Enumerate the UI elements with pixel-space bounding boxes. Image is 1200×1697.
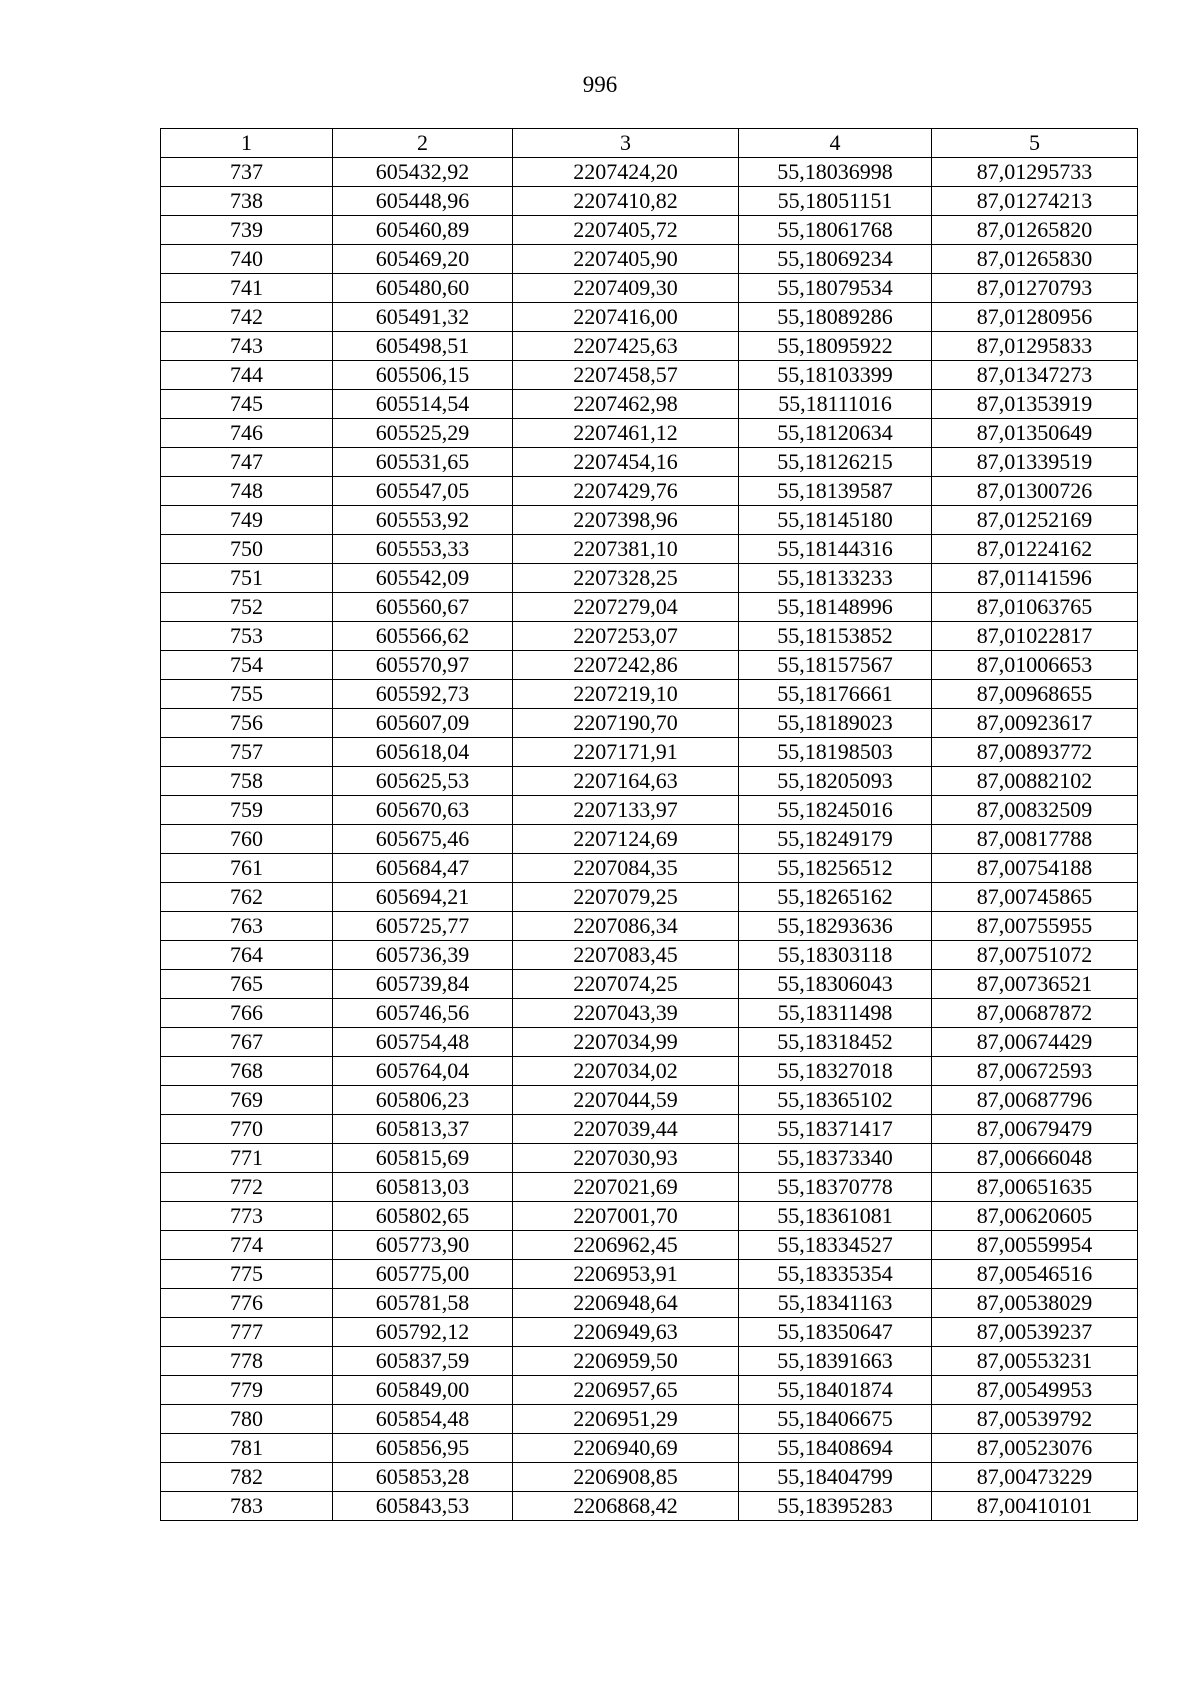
coord-x-cell: 605813,37 <box>333 1115 513 1144</box>
coord-y-cell: 2207405,72 <box>513 216 739 245</box>
point-number-cell: 781 <box>161 1434 333 1463</box>
latitude-cell: 55,18133233 <box>739 564 932 593</box>
longitude-cell: 87,01347273 <box>932 361 1138 390</box>
latitude-cell: 55,18334527 <box>739 1231 932 1260</box>
table-row <box>161 1318 1138 1347</box>
point-number-cell: 772 <box>161 1173 333 1202</box>
table-row <box>161 912 1138 941</box>
coord-y-cell: 2206959,50 <box>513 1347 739 1376</box>
latitude-cell: 55,18341163 <box>739 1289 932 1318</box>
point-number-cell: 765 <box>161 970 333 999</box>
coord-x-cell: 605480,60 <box>333 274 513 303</box>
longitude-cell: 87,00410101 <box>932 1492 1138 1521</box>
table-row <box>161 187 1138 216</box>
longitude-cell: 87,01350649 <box>932 419 1138 448</box>
coord-y-cell: 2206962,45 <box>513 1231 739 1260</box>
coord-x-cell: 605781,58 <box>333 1289 513 1318</box>
longitude-cell: 87,00672593 <box>932 1057 1138 1086</box>
coord-y-cell: 2207001,70 <box>513 1202 739 1231</box>
coord-y-cell: 2206868,42 <box>513 1492 739 1521</box>
coord-x-cell: 605806,23 <box>333 1086 513 1115</box>
coord-y-cell: 2207079,25 <box>513 883 739 912</box>
latitude-cell: 55,18153852 <box>739 622 932 651</box>
longitude-cell: 87,00539237 <box>932 1318 1138 1347</box>
coord-y-cell: 2207021,69 <box>513 1173 739 1202</box>
coord-x-cell: 605525,29 <box>333 419 513 448</box>
coord-x-cell: 605547,05 <box>333 477 513 506</box>
table-row <box>161 477 1138 506</box>
coord-y-cell: 2207242,86 <box>513 651 739 680</box>
longitude-cell: 87,01006653 <box>932 651 1138 680</box>
column-header-4: 4 <box>739 129 932 158</box>
latitude-cell: 55,18303118 <box>739 941 932 970</box>
coord-y-cell: 2207279,04 <box>513 593 739 622</box>
table-row <box>161 999 1138 1028</box>
latitude-cell: 55,18265162 <box>739 883 932 912</box>
point-number-cell: 777 <box>161 1318 333 1347</box>
table-row <box>161 361 1138 390</box>
coord-x-cell: 605448,96 <box>333 187 513 216</box>
point-number-cell: 776 <box>161 1289 333 1318</box>
latitude-cell: 55,18335354 <box>739 1260 932 1289</box>
latitude-cell: 55,18089286 <box>739 303 932 332</box>
coord-y-cell: 2207034,02 <box>513 1057 739 1086</box>
longitude-cell: 87,00832509 <box>932 796 1138 825</box>
coord-y-cell: 2207164,63 <box>513 767 739 796</box>
column-header-5: 5 <box>932 129 1138 158</box>
latitude-cell: 55,18370778 <box>739 1173 932 1202</box>
coord-x-cell: 605694,21 <box>333 883 513 912</box>
coord-x-cell: 605498,51 <box>333 332 513 361</box>
coord-x-cell: 605432,92 <box>333 158 513 187</box>
latitude-cell: 55,18157567 <box>739 651 932 680</box>
longitude-cell: 87,00679479 <box>932 1115 1138 1144</box>
point-number-cell: 779 <box>161 1376 333 1405</box>
coord-y-cell: 2207328,25 <box>513 564 739 593</box>
longitude-cell: 87,00745865 <box>932 883 1138 912</box>
page-number: 996 <box>582 72 618 97</box>
latitude-cell: 55,18371417 <box>739 1115 932 1144</box>
coord-x-cell: 605853,28 <box>333 1463 513 1492</box>
coord-y-cell: 2206908,85 <box>513 1463 739 1492</box>
table-row <box>161 245 1138 274</box>
coord-x-cell: 605849,00 <box>333 1376 513 1405</box>
point-number-cell: 738 <box>161 187 333 216</box>
latitude-cell: 55,18406675 <box>739 1405 932 1434</box>
coord-x-cell: 605754,48 <box>333 1028 513 1057</box>
point-number-cell: 770 <box>161 1115 333 1144</box>
coord-x-cell: 605764,04 <box>333 1057 513 1086</box>
point-number-cell: 771 <box>161 1144 333 1173</box>
coord-y-cell: 2207171,91 <box>513 738 739 767</box>
latitude-cell: 55,18311498 <box>739 999 932 1028</box>
latitude-cell: 55,18306043 <box>739 970 932 999</box>
table-row <box>161 1028 1138 1057</box>
longitude-cell: 87,00546516 <box>932 1260 1138 1289</box>
table-row <box>161 158 1138 187</box>
table-row <box>161 274 1138 303</box>
coord-y-cell: 2207398,96 <box>513 506 739 535</box>
latitude-cell: 55,18139587 <box>739 477 932 506</box>
coord-x-cell: 605560,67 <box>333 593 513 622</box>
coord-y-cell: 2207074,25 <box>513 970 739 999</box>
table-row <box>161 506 1138 535</box>
latitude-cell: 55,18391663 <box>739 1347 932 1376</box>
latitude-cell: 55,18189023 <box>739 709 932 738</box>
longitude-cell: 87,01265830 <box>932 245 1138 274</box>
point-number-cell: 744 <box>161 361 333 390</box>
coord-x-cell: 605469,20 <box>333 245 513 274</box>
point-number-cell: 747 <box>161 448 333 477</box>
coord-x-cell: 605815,69 <box>333 1144 513 1173</box>
column-header-1: 1 <box>161 129 333 158</box>
latitude-cell: 55,18395283 <box>739 1492 932 1521</box>
table-row <box>161 390 1138 419</box>
latitude-cell: 55,18404799 <box>739 1463 932 1492</box>
coord-y-cell: 2207039,44 <box>513 1115 739 1144</box>
point-number-cell: 758 <box>161 767 333 796</box>
point-number-cell: 742 <box>161 303 333 332</box>
table-row <box>161 332 1138 361</box>
latitude-cell: 55,18245016 <box>739 796 932 825</box>
longitude-cell: 87,01270793 <box>932 274 1138 303</box>
coord-y-cell: 2206949,63 <box>513 1318 739 1347</box>
point-number-cell: 774 <box>161 1231 333 1260</box>
point-number-cell: 750 <box>161 535 333 564</box>
longitude-cell: 87,00620605 <box>932 1202 1138 1231</box>
point-number-cell: 778 <box>161 1347 333 1376</box>
coord-y-cell: 2207190,70 <box>513 709 739 738</box>
coord-x-cell: 605736,39 <box>333 941 513 970</box>
coord-x-cell: 605670,63 <box>333 796 513 825</box>
coord-y-cell: 2207253,07 <box>513 622 739 651</box>
coord-y-cell: 2207086,34 <box>513 912 739 941</box>
point-number-cell: 754 <box>161 651 333 680</box>
table-row <box>161 535 1138 564</box>
point-number-cell: 782 <box>161 1463 333 1492</box>
coord-x-cell: 605625,53 <box>333 767 513 796</box>
coord-y-cell: 2207458,57 <box>513 361 739 390</box>
longitude-cell: 87,01295733 <box>932 158 1138 187</box>
coord-y-cell: 2207030,93 <box>513 1144 739 1173</box>
coord-x-cell: 605684,47 <box>333 854 513 883</box>
table-row <box>161 1376 1138 1405</box>
longitude-cell: 87,00666048 <box>932 1144 1138 1173</box>
longitude-cell: 87,01063765 <box>932 593 1138 622</box>
coord-y-cell: 2207409,30 <box>513 274 739 303</box>
table-row <box>161 564 1138 593</box>
table-row <box>161 1086 1138 1115</box>
coord-y-cell: 2207381,10 <box>513 535 739 564</box>
coord-y-cell: 2206957,65 <box>513 1376 739 1405</box>
table-row <box>161 1144 1138 1173</box>
longitude-cell: 87,00538029 <box>932 1289 1138 1318</box>
table-header <box>161 129 1138 158</box>
longitude-cell: 87,01339519 <box>932 448 1138 477</box>
coord-y-cell: 2207416,00 <box>513 303 739 332</box>
table-row <box>161 303 1138 332</box>
latitude-cell: 55,18145180 <box>739 506 932 535</box>
point-number-cell: 759 <box>161 796 333 825</box>
coord-x-cell: 605542,09 <box>333 564 513 593</box>
coord-x-cell: 605531,65 <box>333 448 513 477</box>
point-number-cell: 748 <box>161 477 333 506</box>
coord-x-cell: 605460,89 <box>333 216 513 245</box>
table-row <box>161 622 1138 651</box>
point-number-cell: 749 <box>161 506 333 535</box>
table-row <box>161 883 1138 912</box>
table-row <box>161 419 1138 448</box>
table-row <box>161 1057 1138 1086</box>
column-header-3: 3 <box>513 129 739 158</box>
point-number-cell: 763 <box>161 912 333 941</box>
coord-x-cell: 605570,97 <box>333 651 513 680</box>
coord-y-cell: 2207083,45 <box>513 941 739 970</box>
table-row <box>161 709 1138 738</box>
longitude-cell: 87,00473229 <box>932 1463 1138 1492</box>
coord-x-cell: 605773,90 <box>333 1231 513 1260</box>
longitude-cell: 87,00923617 <box>932 709 1138 738</box>
coord-y-cell: 2207124,69 <box>513 825 739 854</box>
table-row <box>161 448 1138 477</box>
longitude-cell: 87,00755955 <box>932 912 1138 941</box>
latitude-cell: 55,18256512 <box>739 854 932 883</box>
point-number-cell: 768 <box>161 1057 333 1086</box>
coord-x-cell: 605506,15 <box>333 361 513 390</box>
coord-x-cell: 605802,65 <box>333 1202 513 1231</box>
longitude-cell: 87,00553231 <box>932 1347 1138 1376</box>
latitude-cell: 55,18361081 <box>739 1202 932 1231</box>
latitude-cell: 55,18205093 <box>739 767 932 796</box>
longitude-cell: 87,01295833 <box>932 332 1138 361</box>
coord-y-cell: 2207133,97 <box>513 796 739 825</box>
point-number-cell: 752 <box>161 593 333 622</box>
point-number-cell: 767 <box>161 1028 333 1057</box>
table-row <box>161 1492 1138 1521</box>
coord-x-cell: 605675,46 <box>333 825 513 854</box>
table-row <box>161 796 1138 825</box>
coord-y-cell: 2207454,16 <box>513 448 739 477</box>
coord-x-cell: 605792,12 <box>333 1318 513 1347</box>
latitude-cell: 55,18373340 <box>739 1144 932 1173</box>
coord-y-cell: 2207424,20 <box>513 158 739 187</box>
coord-y-cell: 2206951,29 <box>513 1405 739 1434</box>
column-header-2: 2 <box>333 129 513 158</box>
point-number-cell: 745 <box>161 390 333 419</box>
coord-x-cell: 605553,92 <box>333 506 513 535</box>
latitude-cell: 55,18249179 <box>739 825 932 854</box>
point-number-cell: 755 <box>161 680 333 709</box>
point-number-cell: 769 <box>161 1086 333 1115</box>
longitude-cell: 87,00687796 <box>932 1086 1138 1115</box>
coord-x-cell: 605813,03 <box>333 1173 513 1202</box>
coord-x-cell: 605491,32 <box>333 303 513 332</box>
header-row <box>161 129 1138 158</box>
coord-y-cell: 2207425,63 <box>513 332 739 361</box>
latitude-cell: 55,18327018 <box>739 1057 932 1086</box>
coord-y-cell: 2207044,59 <box>513 1086 739 1115</box>
longitude-cell: 87,00882102 <box>932 767 1138 796</box>
table-row <box>161 1173 1138 1202</box>
longitude-cell: 87,01280956 <box>932 303 1138 332</box>
longitude-cell: 87,01224162 <box>932 535 1138 564</box>
table-row <box>161 1115 1138 1144</box>
longitude-cell: 87,00687872 <box>932 999 1138 1028</box>
point-number-cell: 762 <box>161 883 333 912</box>
longitude-cell: 87,01141596 <box>932 564 1138 593</box>
point-number-cell: 740 <box>161 245 333 274</box>
longitude-cell: 87,00559954 <box>932 1231 1138 1260</box>
longitude-cell: 87,01353919 <box>932 390 1138 419</box>
longitude-cell: 87,00549953 <box>932 1376 1138 1405</box>
point-number-cell: 746 <box>161 419 333 448</box>
longitude-cell: 87,00751072 <box>932 941 1138 970</box>
longitude-cell: 87,00968655 <box>932 680 1138 709</box>
point-number-cell: 739 <box>161 216 333 245</box>
point-number-cell: 753 <box>161 622 333 651</box>
coord-x-cell: 605553,33 <box>333 535 513 564</box>
table-row <box>161 825 1138 854</box>
table-row <box>161 1202 1138 1231</box>
coord-x-cell: 605514,54 <box>333 390 513 419</box>
coordinates-table <box>160 128 1138 1521</box>
longitude-cell: 87,00817788 <box>932 825 1138 854</box>
latitude-cell: 55,18103399 <box>739 361 932 390</box>
table-row <box>161 1289 1138 1318</box>
latitude-cell: 55,18293636 <box>739 912 932 941</box>
table-row <box>161 680 1138 709</box>
longitude-cell: 87,00539792 <box>932 1405 1138 1434</box>
coord-y-cell: 2207084,35 <box>513 854 739 883</box>
coord-y-cell: 2206940,69 <box>513 1434 739 1463</box>
coord-y-cell: 2207219,10 <box>513 680 739 709</box>
coord-x-cell: 605566,62 <box>333 622 513 651</box>
latitude-cell: 55,18051151 <box>739 187 932 216</box>
coord-y-cell: 2206948,64 <box>513 1289 739 1318</box>
latitude-cell: 55,18350647 <box>739 1318 932 1347</box>
coord-y-cell: 2206953,91 <box>513 1260 739 1289</box>
point-number-cell: 737 <box>161 158 333 187</box>
point-number-cell: 741 <box>161 274 333 303</box>
latitude-cell: 55,18061768 <box>739 216 932 245</box>
point-number-cell: 761 <box>161 854 333 883</box>
point-number-cell: 780 <box>161 1405 333 1434</box>
latitude-cell: 55,18148996 <box>739 593 932 622</box>
table-row <box>161 1463 1138 1492</box>
coord-x-cell: 605607,09 <box>333 709 513 738</box>
longitude-cell: 87,01022817 <box>932 622 1138 651</box>
point-number-cell: 757 <box>161 738 333 767</box>
table-row <box>161 1347 1138 1376</box>
latitude-cell: 55,18120634 <box>739 419 932 448</box>
coord-x-cell: 605739,84 <box>333 970 513 999</box>
point-number-cell: 751 <box>161 564 333 593</box>
coord-y-cell: 2207034,99 <box>513 1028 739 1057</box>
longitude-cell: 87,00523076 <box>932 1434 1138 1463</box>
longitude-cell: 87,00674429 <box>932 1028 1138 1057</box>
coord-x-cell: 605746,56 <box>333 999 513 1028</box>
point-number-cell: 743 <box>161 332 333 361</box>
latitude-cell: 55,18198503 <box>739 738 932 767</box>
latitude-cell: 55,18176661 <box>739 680 932 709</box>
longitude-cell: 87,00651635 <box>932 1173 1138 1202</box>
table-row <box>161 970 1138 999</box>
coord-x-cell: 605843,53 <box>333 1492 513 1521</box>
coord-x-cell: 605775,00 <box>333 1260 513 1289</box>
coord-x-cell: 605856,95 <box>333 1434 513 1463</box>
coord-x-cell: 605725,77 <box>333 912 513 941</box>
coord-y-cell: 2207462,98 <box>513 390 739 419</box>
table-row <box>161 1260 1138 1289</box>
point-number-cell: 775 <box>161 1260 333 1289</box>
longitude-cell: 87,00754188 <box>932 854 1138 883</box>
latitude-cell: 55,18036998 <box>739 158 932 187</box>
longitude-cell: 87,00893772 <box>932 738 1138 767</box>
table-row <box>161 738 1138 767</box>
point-number-cell: 760 <box>161 825 333 854</box>
latitude-cell: 55,18401874 <box>739 1376 932 1405</box>
table-row <box>161 941 1138 970</box>
longitude-cell: 87,00736521 <box>932 970 1138 999</box>
longitude-cell: 87,01274213 <box>932 187 1138 216</box>
latitude-cell: 55,18079534 <box>739 274 932 303</box>
latitude-cell: 55,18408694 <box>739 1434 932 1463</box>
table-row <box>161 854 1138 883</box>
coord-y-cell: 2207429,76 <box>513 477 739 506</box>
coord-y-cell: 2207410,82 <box>513 187 739 216</box>
table-row <box>161 593 1138 622</box>
coord-x-cell: 605592,73 <box>333 680 513 709</box>
longitude-cell: 87,01265820 <box>932 216 1138 245</box>
table-body <box>161 158 1138 1521</box>
latitude-cell: 55,18111016 <box>739 390 932 419</box>
coord-y-cell: 2207405,90 <box>513 245 739 274</box>
coord-x-cell: 605618,04 <box>333 738 513 767</box>
coord-y-cell: 2207043,39 <box>513 999 739 1028</box>
point-number-cell: 766 <box>161 999 333 1028</box>
coord-x-cell: 605837,59 <box>333 1347 513 1376</box>
latitude-cell: 55,18095922 <box>739 332 932 361</box>
longitude-cell: 87,01252169 <box>932 506 1138 535</box>
point-number-cell: 783 <box>161 1492 333 1521</box>
table-row <box>161 1405 1138 1434</box>
latitude-cell: 55,18365102 <box>739 1086 932 1115</box>
coord-x-cell: 605854,48 <box>333 1405 513 1434</box>
latitude-cell: 55,18318452 <box>739 1028 932 1057</box>
longitude-cell: 87,01300726 <box>932 477 1138 506</box>
point-number-cell: 756 <box>161 709 333 738</box>
table-row <box>161 651 1138 680</box>
coord-y-cell: 2207461,12 <box>513 419 739 448</box>
table-row <box>161 1434 1138 1463</box>
latitude-cell: 55,18144316 <box>739 535 932 564</box>
table-row <box>161 1231 1138 1260</box>
point-number-cell: 764 <box>161 941 333 970</box>
latitude-cell: 55,18126215 <box>739 448 932 477</box>
latitude-cell: 55,18069234 <box>739 245 932 274</box>
point-number-cell: 773 <box>161 1202 333 1231</box>
table-row <box>161 216 1138 245</box>
table-row <box>161 767 1138 796</box>
